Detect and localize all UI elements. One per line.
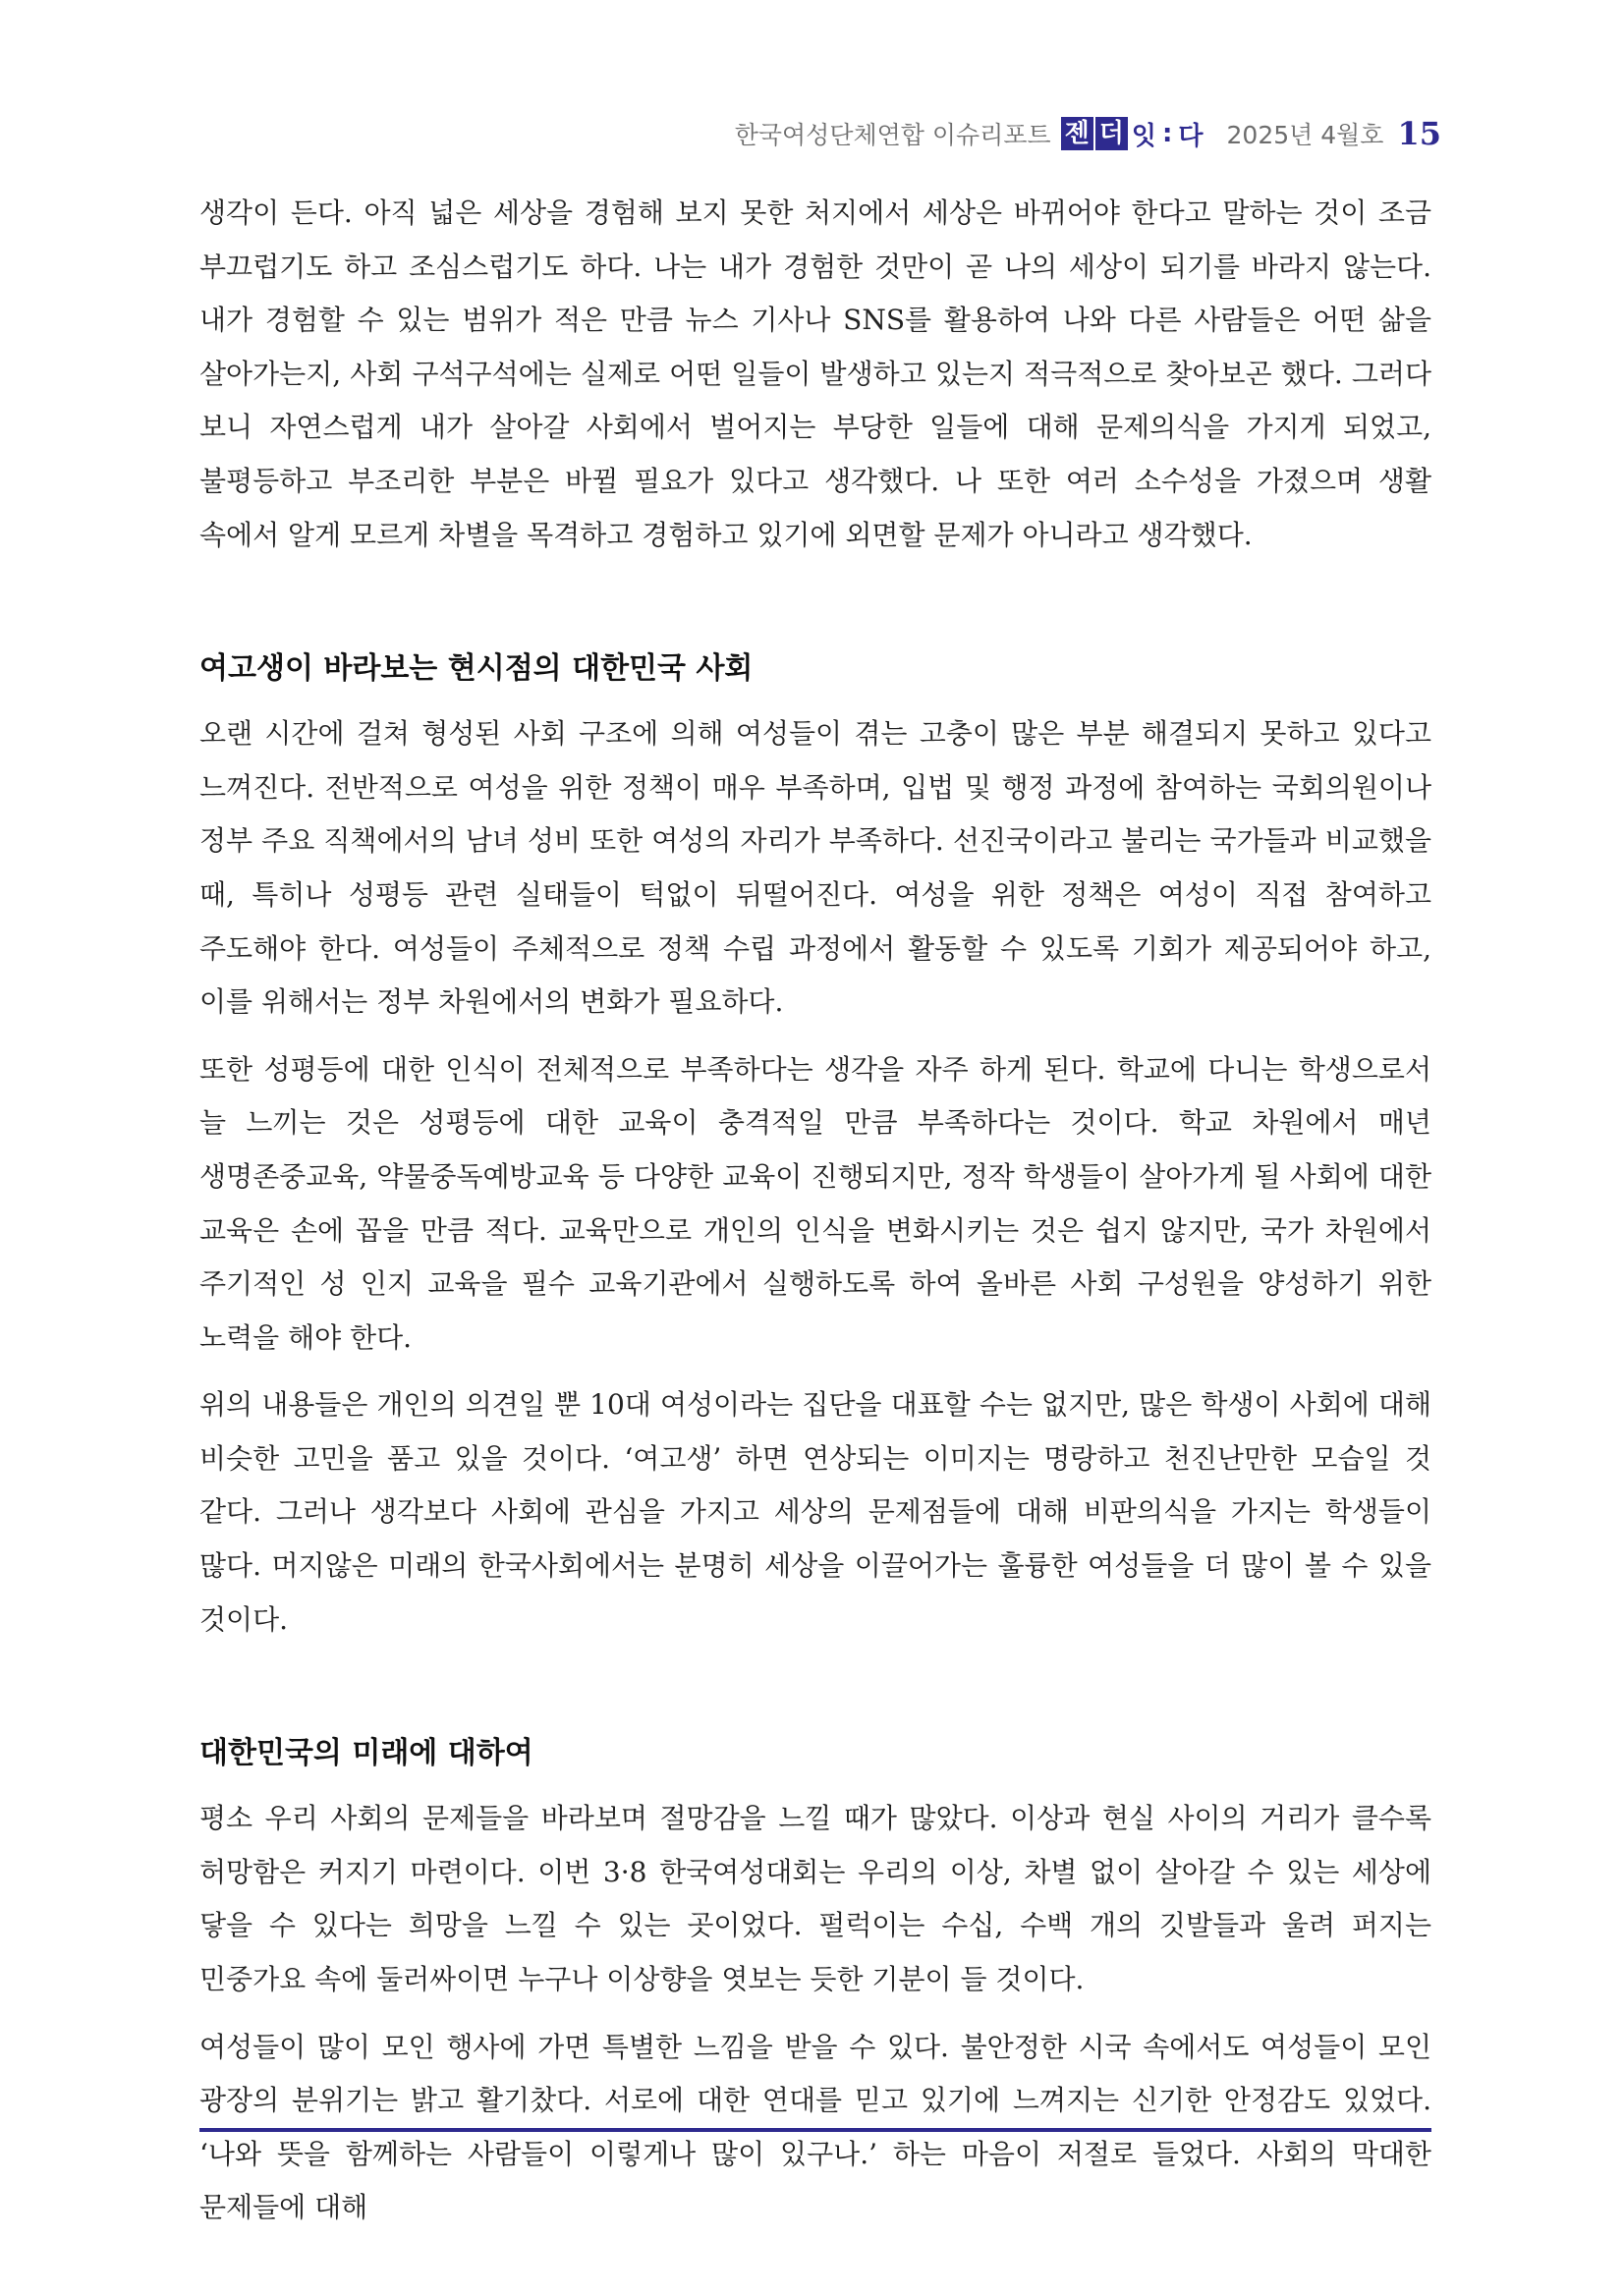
page-header — [735, 110, 1441, 157]
brand-logo — [1061, 116, 1205, 152]
section-heading: 대한민국의 미래에 대하여 — [199, 1736, 533, 1771]
publication-name: 한국여성단체연합 이슈리포트 — [734, 121, 1051, 149]
section-heading: 여고생이 바라보는 현시점의 대한민국 사회 — [199, 651, 754, 687]
section-paragraph: 오랜 시간에 걸쳐 형성된 사회 구조에 의해 여성들이 겪는 고충이 많은 부분 해결되지 못하고 있다고 느껴진다. 전반적으로 여성을 위한 정책이 매우 부족하며, 입법 및 행정 과정에 참여하는 국회의원이나 정부 주요 직책에서의 남녀 성비 또한 여성의 자리가 부족하다. 선진국이라고 불리는 국가들과 비교했을 때, 특히나 성평등 관련 실태들이 턱없이 뒤떨어진다. 여성을 위한 정책은 여성이 직접 참여하고 주도해야 한다. 여성들이 주체적으로 정책 수립 과정에서 활동할 수 있도록 기회가 제공되어야 하고, 이를 위해서는 정부 차원에서의 변화가 필요하다. — [199, 717, 1431, 1019]
article-body — [199, 187, 1431, 2249]
intro-paragraph: 생각이 든다. 아직 넓은 세상을 경험해 보지 못한 처지에서 세상은 바뀌어야 한다고 말하는 것이 조금 부끄럽기도 하고 조심스럽기도 하다. 나는 내가 경험한 것만이 곧 나의 세상이 되기를 바라지 않는다. 내가 경험할 수 있는 범위가 적은 만큼 뉴스 기사나 SNS를 활용하여 나와 다른 사람들은 어떤 삶을 살아가는지, 사회 구석구석에는 실제로 어떤 일들이 발생하고 있는지 적극적으로 찾아보곤 했다. 그러다 보니 자연스럽게 내가 살아갈 사회에서 벌어지는 부당한 일들에 대해 문제의식을 가지게 되었고, 불평등하고 부조리한 부분은 바뀔 필요가 있다고 생각했다. 나 또한 여러 소수성을 가졌으며 생활 속에서 알게 모르게 차별을 목격하고 경험하고 있기에 외면할 문제가 아니라고 생각했다. — [199, 196, 1431, 551]
brand-logo-part: 잇 — [1131, 121, 1156, 151]
footer-divider — [199, 2128, 1431, 2132]
page-number: 15 — [1397, 115, 1441, 152]
section-paragraph: 평소 우리 사회의 문제들을 바라보며 절망감을 느낄 때가 많았다. 이상과 현실 사이의 거리가 클수록 허망함은 커지기 마련이다. 이번 3·8 한국여성대회는 우리의 이상, 차별 없이 살아갈 수 있는 세상에 닿을 수 있다는 희망을 느낄 수 있는 곳이었다. 펄럭이는 수십, 수백 개의 깃발들과 울려 퍼지는 민중가요 속에 둘러싸이면 누구나 이상향을 엿보는 듯한 기분이 들 것이다. — [199, 1802, 1431, 1996]
section-paragraph: 여성들이 많이 모인 행사에 가면 특별한 느낌을 받을 수 있다. 불안정한 시국 속에서도 여성들이 모인 광장의 분위기는 밝고 활기찼다. 서로에 대한 연대를 믿고 있기에 느껴지는 신기한 안정감도 있었다. ‘나와 뜻을 함께하는 사람들이 이렇게나 많이 있구나.’ 하는 마음이 저절로 들었다. 사회의 막대한 문제들에 대해 — [199, 2030, 1431, 2224]
brand-logo-part: : — [1162, 119, 1173, 148]
brand-logo-part: 더 — [1095, 117, 1128, 150]
section-paragraph: 위의 내용들은 개인의 의견일 뿐 10대 여성이라는 집단을 대표할 수는 없지만, 많은 학생이 사회에 대해 비슷한 고민을 품고 있을 것이다. ‘여고생’ 하면 연상되는 이미지는 명랑하고 천진난만한 모습일 것 같다. 그러나 생각보다 사회에 관심을 가지고 세상의 문제점들에 대해 비판의식을 가지는 학생들이 많다. 머지않은 미래의 한국사회에서는 분명히 세상을 이끌어가는 훌륭한 여성들을 더 많이 볼 수 있을 것이다. — [199, 1388, 1431, 1636]
section-paragraph: 또한 성평등에 대한 인식이 전체적으로 부족하다는 생각을 자주 하게 된다. 학교에 다니는 학생으로서 늘 느끼는 것은 성평등에 대한 교육이 충격적일 만큼 부족하다는 것이다. 학교 차원에서 매년 생명존중교육, 약물중독예방교육 등 다양한 교육이 진행되지만, 정작 학생들이 살아가게 될 사회에 대한 교육은 손에 꼽을 만큼 적다. 교육만으로 개인의 인식을 변화시키는 것은 쉽지 않지만, 국가 차원에서 주기적인 성 인지 교육을 필수 교육기관에서 실행하도록 하여 올바른 사회 구성원을 양성하기 위한 노력을 해야 한다. — [199, 1052, 1431, 1354]
brand-logo-part: 젠 — [1061, 117, 1093, 150]
issue-date: 2025년 4월호 — [1226, 121, 1384, 149]
brand-logo-part: 다 — [1178, 121, 1204, 151]
